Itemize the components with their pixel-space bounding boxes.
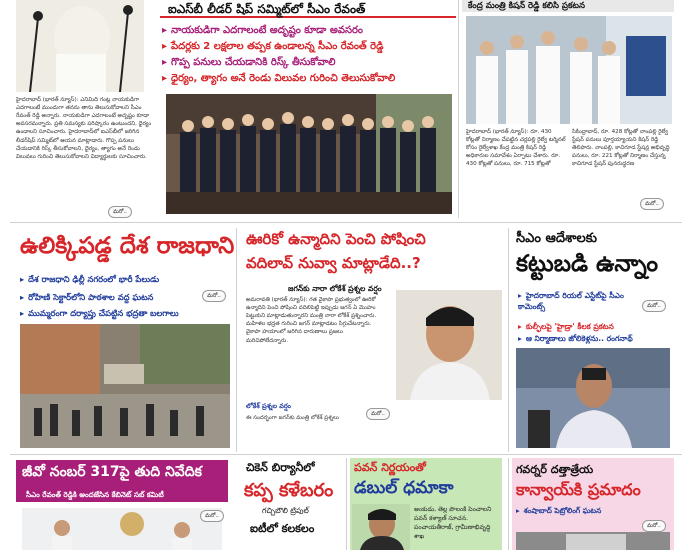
top-right-headline: కేంద్ర మంత్రి కిషన్ రెడ్డి కలిసి ప్రకటన <box>468 1 585 11</box>
bottom-right-headline-top: గవర్నర్ దత్తాత్రేయ <box>516 463 594 476</box>
top-right-headline-bar <box>462 0 674 12</box>
ranganath-photo <box>516 348 670 448</box>
middle-center-more-button[interactable]: మరో.. <box>366 408 390 420</box>
bottom-right-sub: ▸ శంషాబాద్ పెట్రోలింగ్ ఘటన <box>516 506 601 517</box>
top-bullet-3: ▸ గొప్ప పనులు చేయడానికి రిస్క్ తీసుకోవాలి <box>162 56 335 70</box>
middle-left-bullet-3: ▸ ముమ్మరంగా దర్యాప్తు చేపట్టిన భద్రతా బలగాలు <box>20 308 179 321</box>
middle-right-bullet-2: ▸ కుల్ఫీలపై 'హైడ్రా' కీలక ప్రకటన <box>518 322 614 333</box>
top-left-caption: హైదరాబాద్ (భారత్ న్యూస్): ఎనిమిది గంట్ల నాయకుడిగా ఎదగాలంటే ముందుగా తనను తాను తెలుసుకోవాలని సీఎం రేవంత్ రెడ్డి అన్నారు. నాయకుడిగా ఎదగాలంటే అదృష్టం కూడా అవసరమన్నారు. ప్రతి సమస్యకు పరిష్కారం ఉంటుందని, ధైర్యం ఉండాలని సూచించారు. హైదరాబాద్‌లో ఐఎస్‌బీలో జరిగిన లీడర్‌షిప్ సమ్మిట్‌లో ఆయన మాట్లాడారు. గొప్ప పనులు చేయడానికి రిస్క్ తీసుకోవాలని, ధైర్యం, త్యాగం అనే రెండు విలువలు గురించి తెలుసుకోవాలని విద్యార్థులకు సూచించారు. <box>16 97 152 160</box>
railway-station-photo <box>466 16 672 124</box>
top-headline-banner <box>160 0 456 18</box>
middle-left-more-button[interactable]: మరో.. <box>202 290 226 302</box>
bottom-center-left-headline-big: కప్ప కళేబరం <box>244 480 334 501</box>
middle-right-bullet-1: ▸ హైదరాబాద్ రియల్ ఎస్టేట్‌పై సీఎం కామెంట్స్ <box>518 290 636 313</box>
bottom-left-more-button[interactable]: మరో.. <box>200 510 224 522</box>
pawan-photo <box>352 504 410 550</box>
bottom-center-right-headline-1: పవన్ నిర్ణయంతో <box>354 461 426 474</box>
bottom-right-headline-big: కాన్వాయ్‌కి ప్రమాదం <box>516 480 641 499</box>
microphones-image <box>16 0 144 92</box>
middle-left-bullet-2: ▸ రోహిణి సెక్టార్‌లోని పాఠశాల వద్ద ఘటన <box>20 292 153 305</box>
bottom-left-photo <box>22 508 222 550</box>
top-center-more-button[interactable]: మరో.. <box>108 206 132 218</box>
summit-group-photo <box>166 94 452 214</box>
lokesh-photo <box>396 290 502 400</box>
bottom-right-photo <box>516 532 670 550</box>
top-bullet-2: ▸ పేదర్లకు 2 లక్షలాల తప్పక ఉండాలన్న సీఎం రేవంత్ రెడ్డి <box>162 40 384 54</box>
middle-center-credit-sub: ఈ సందర్భంగా జగన్‌కు మంత్రి లోకేశ్ ప్రశ్నలు <box>246 415 339 421</box>
bottom-center-left-sub-1: గచ్చిబౌలి ట్రిపుల్ <box>262 506 309 515</box>
top-right-more-button[interactable]: మరో.. <box>640 198 664 210</box>
top-left-photo <box>16 0 144 92</box>
bottom-center-right-headline-big: డబుల్ ధమాకా <box>354 478 454 498</box>
top-bullet-4: ▸ ధైర్యం, త్యాగం అనే రెండు విలువల గురించి తెలుసుకోవాలి <box>162 72 395 86</box>
top-right-caption-1: హైదరాబాద్ (భారత్ న్యూస్): రూ. 430 కోట్లతో నిర్మాణం చేపట్టిన చర్లపల్లి రైల్వే టర్మినల్ కోసం రైల్వేశాఖ కేంద్ర మంత్రి కిషన్ రెడ్డి అధికారుల సమావేశం ఏర్పాటు చేశారు. రూ. 430 కోట్లతో పనులు, రూ. 715 కోట్లతో <box>466 129 566 168</box>
top-bullet-1: ▸ నాయకుడిగా ఎదగాలంటే అదృష్టం కూడా అవసరం <box>162 24 363 38</box>
middle-left-bullet-1: ▸ దేశ రాజధాని ఢిల్లీ నగరంలో భారీ పేలుడు <box>20 274 159 287</box>
middle-right-more-button[interactable]: మరో.. <box>642 300 666 312</box>
top-headline: ఐఎస్‌బీ లీడర్ షిప్ సమ్మిట్‌లో సీఎం రేవంత్ <box>168 2 366 16</box>
middle-center-body: అమరావతి (భారత్ న్యూస్): గత వైకాపా ప్రభుత్వంలో ఊరికో ఉన్మాదిని పెంచి పోషించి వదిలిపెట్టి ఇప్పుడు జగన్ ఏ మొహం పెట్టుకుని మాట్లాడుతున్నారని మంత్రి నారా లోకేశ్ ప్రశ్నించారు. మహిళల భద్రత గురించి జగన్ మాట్లాడటం సిగ్గుచేటన్నారు. వైకాపా హయాంలో జరిగిన దారుణాలు ప్రజలు మరిచిపోలేదన్నారు. <box>246 297 377 344</box>
middle-right-bullet-3: ▸ ఆ నిర్మాణాలు జోలికెళ్లను.. రంగనాథ్ <box>518 334 633 345</box>
bottom-left-headline: జీవో నంబర్ 317పై తుది నివేదిక <box>22 464 202 480</box>
middle-center-headline-2: వదిలావ్ నువ్వా మాట్లాడేది..? <box>246 254 421 272</box>
middle-right-headline-top: సీఎం ఆదేశాలకు <box>516 231 598 246</box>
middle-right-headline-big: కట్టుబడి ఉన్నాం <box>516 251 658 277</box>
middle-center-headline-1: ఊరికో ఉన్మాదిని పెంచి పోషించి <box>246 230 426 248</box>
middle-center-credit: లోకేశ్ ప్రశ్నల వర్షం <box>246 402 291 410</box>
delhi-blast-photo <box>20 324 230 448</box>
top-right-caption-2: సికింద్రాబాద్, రూ. 428 కోట్లతో నాంపల్లి రైల్వే స్టేషన్ పనులు పూర్తయ్యాయని కిషన్ రెడ్డి తెలిపారు. నాంపల్లి, కాచిగూడ స్టేషన్ల అభివృద్ధి పనులు, రూ. 221 కోట్లతో నిర్మాణం చేస్తున్న కాచిగూడ స్టేషన్ పునరుద్ధరణ <box>572 129 670 168</box>
middle-left-headline: ఉలిక్కిపడ్డ దేశ రాజధాని <box>20 233 235 259</box>
bottom-right-more-button[interactable]: మరో.. <box>642 520 666 532</box>
bottom-center-right-body: అంకుడు, తెల్ల పొలంకి పెంచాలని పవన్ కళ్యాణ్ సూచన. పంచాయతీరాజ్, గ్రామీణాభివృద్ధి శాఖ <box>414 506 492 540</box>
bottom-left-subhead: సీఎం రేవంత్ రెడ్డికి అందజేసిన కేబినెట్ సబ్ కమిటీ <box>26 490 164 499</box>
middle-center-subhead: జగన్‌కు నారా లోకేశ్ ప్రశ్నల వర్షం <box>288 284 382 293</box>
bottom-center-left-headline-1: చికెన్ బిర్యానీలో <box>246 461 315 474</box>
bottom-center-left-sub-2: ఐటీలో కలకలం <box>250 522 315 535</box>
